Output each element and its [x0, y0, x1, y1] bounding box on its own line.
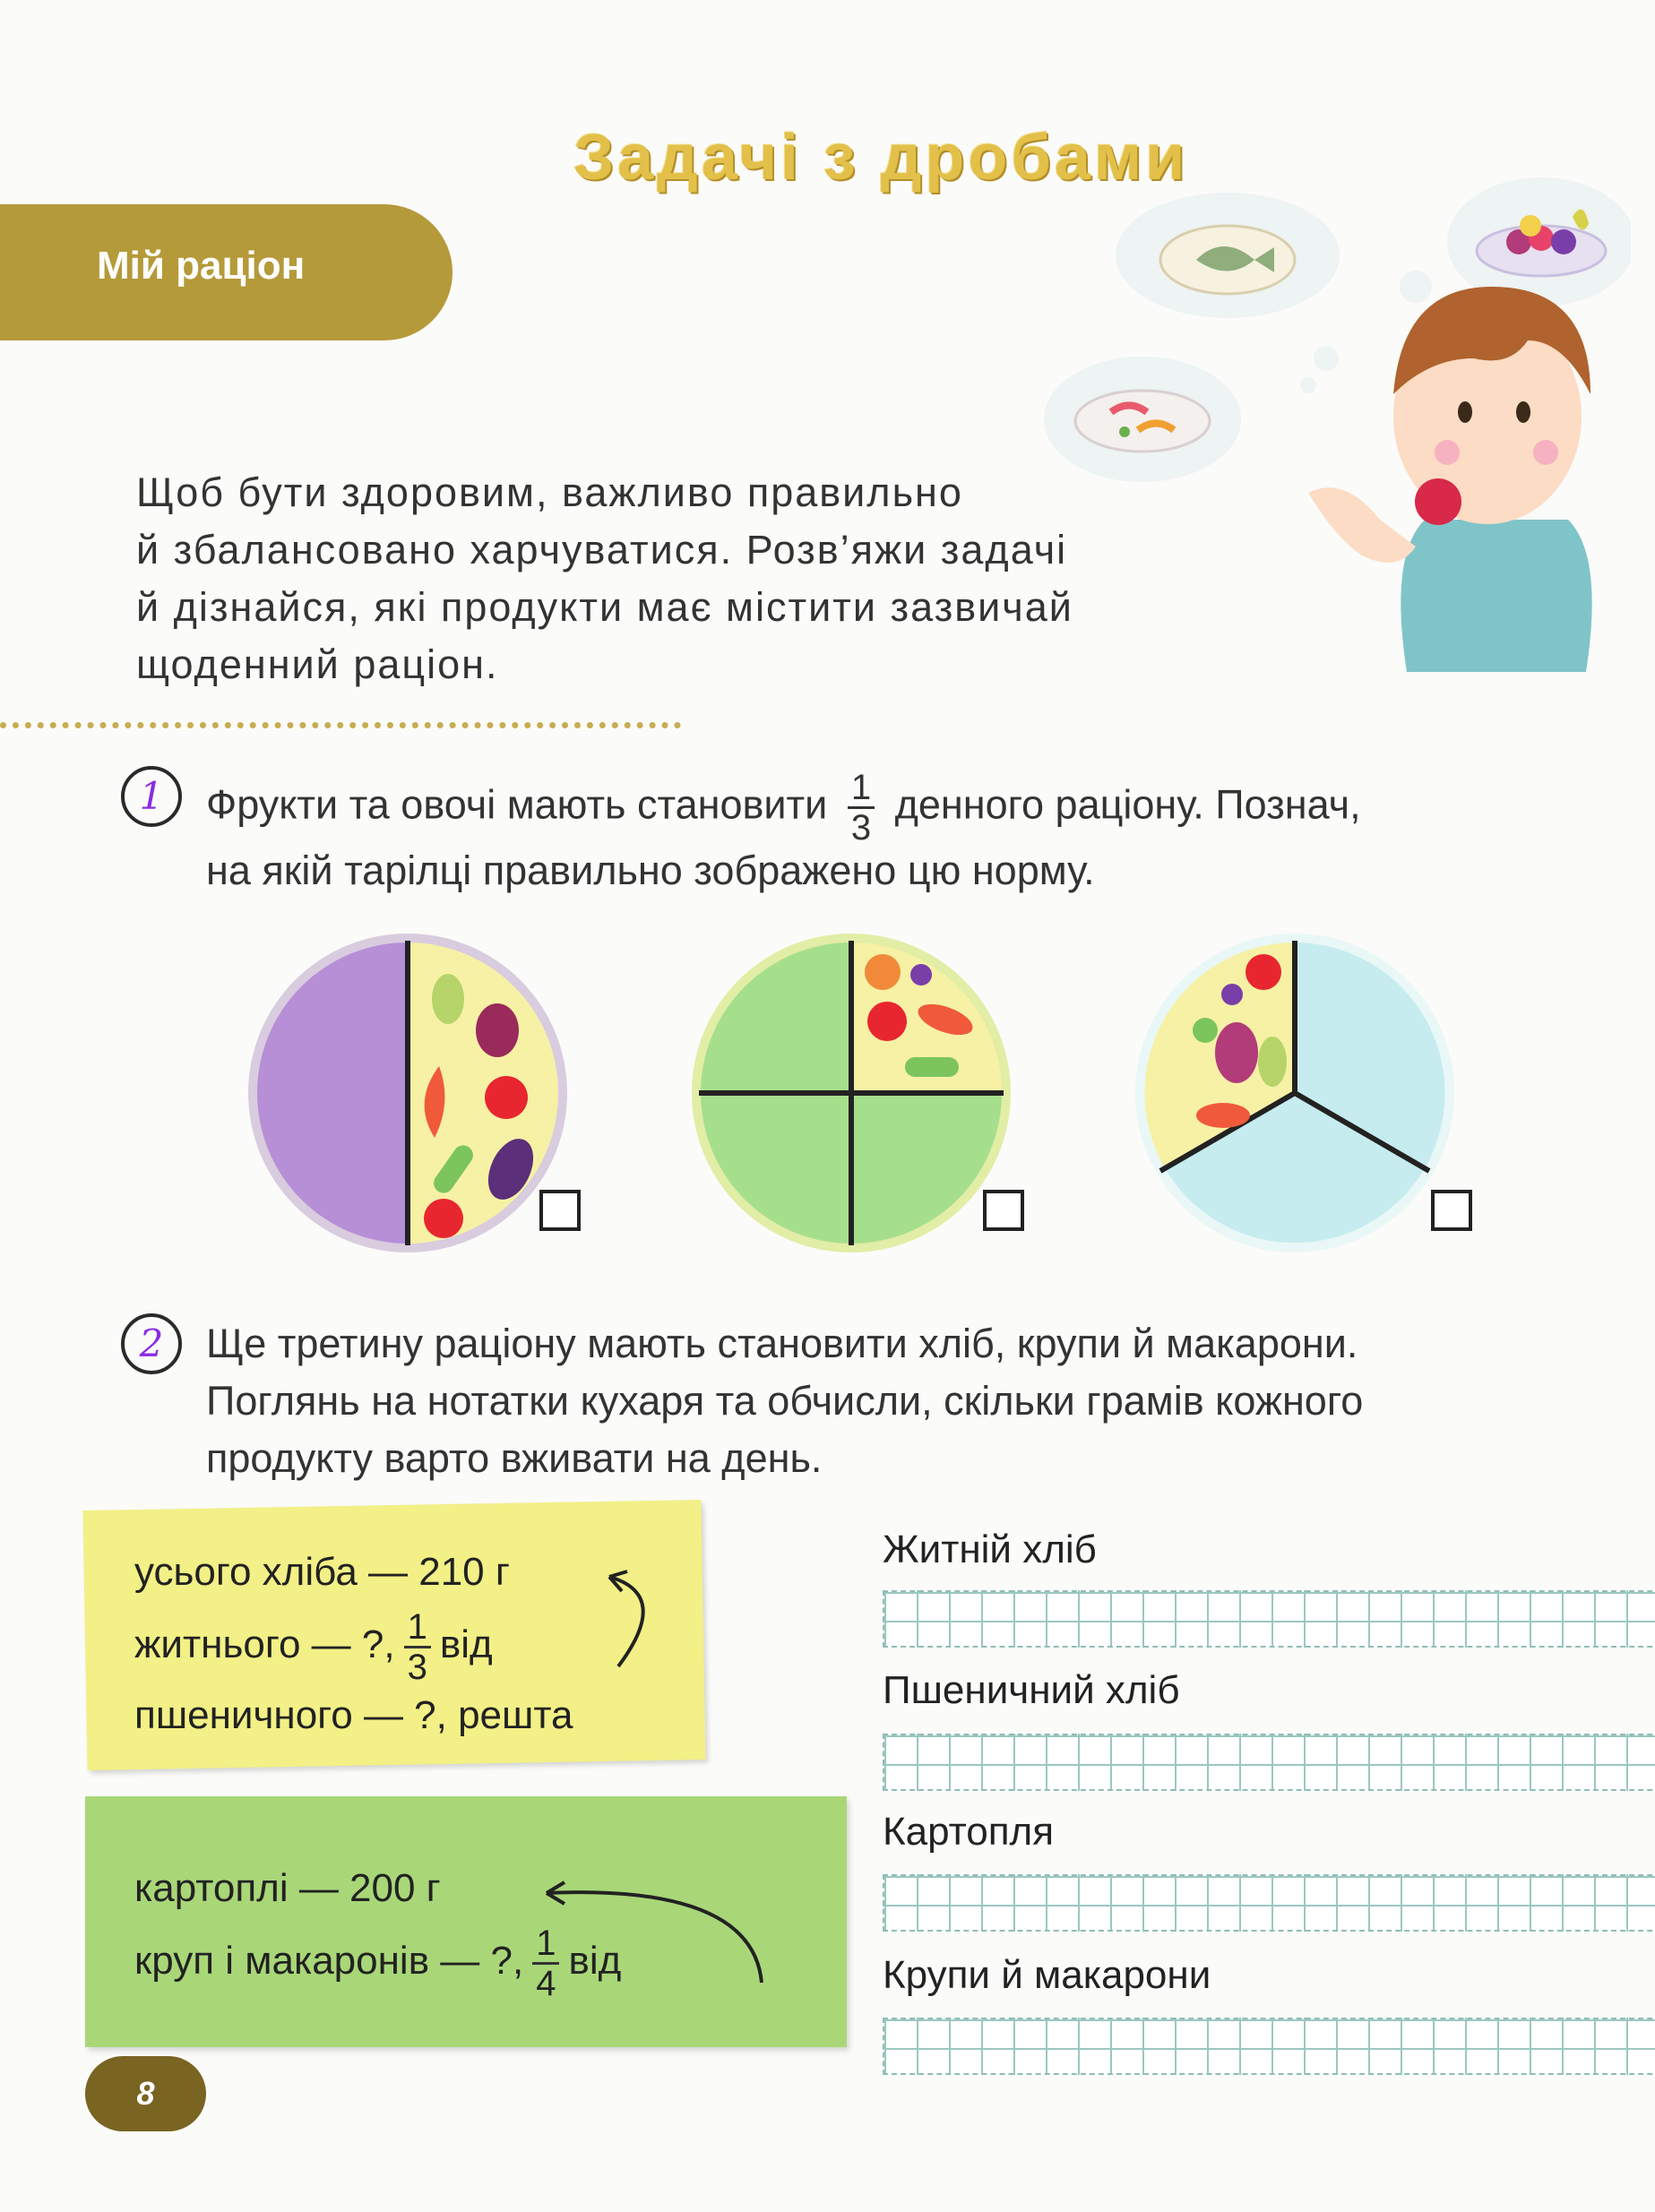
intro-line: Щоб бути здоровим, важливо правильно	[136, 469, 963, 515]
note-grains-cereals: круп і макаронів — ?,	[134, 1939, 524, 1984]
answer-label-wheat: Пшеничний хліб	[883, 1668, 1180, 1712]
answer-label-cereals: Крупи й макарони	[883, 1953, 1211, 1997]
answer-grid-rye[interactable]	[883, 1590, 1655, 1648]
note-bread-line-1: усього хліба — 210 г	[134, 1550, 510, 1594]
fraction-numerator: 1	[532, 1924, 559, 1965]
plate-half	[246, 932, 569, 1254]
task-1-text: Фрукти та овочі мають становити	[206, 781, 828, 828]
fraction-numerator: 1	[848, 769, 875, 809]
intro-line: й дізнайся, які продукти має містити зазвичай	[136, 584, 1073, 630]
plate-third-checkbox[interactable]	[1431, 1190, 1472, 1231]
note-bread-line-3: пшеничного — ?, решта	[134, 1693, 573, 1737]
intro-line: щоденний раціон.	[136, 641, 499, 687]
answer-label-rye: Житній хліб	[883, 1528, 1097, 1571]
page-title: Задачі з дробами	[573, 122, 1189, 194]
task-2-number: 2	[121, 1313, 182, 1374]
fraction-denominator: 4	[536, 1964, 556, 2003]
intro-paragraph	[136, 464, 1140, 693]
task-2-line: Ще третину раціону мають становити хліб, крупи й макарони.	[206, 1321, 1358, 1366]
plate-half-checkbox[interactable]	[539, 1190, 581, 1231]
thought-bubble-salad-icon	[1044, 357, 1241, 482]
task-1-line-1	[206, 769, 1361, 847]
answer-grid-cereals[interactable]	[883, 2018, 1655, 2075]
note-grains-line-1: картоплі — 200 г	[134, 1866, 441, 1910]
answer-label-potatoes: Картопля	[883, 1810, 1055, 1854]
fraction-denominator: 3	[407, 1648, 427, 1687]
section-tab-label: Мій раціон	[97, 244, 306, 288]
intro-line: й збалансовано харчуватися. Розв’яжи задачі	[136, 527, 1068, 572]
boy-icon	[1308, 287, 1592, 672]
note-bread-from: від	[439, 1622, 493, 1667]
task-2-line: продукту варто вживати на день.	[206, 1435, 823, 1481]
note-bread-rye: житнього — ?,	[134, 1622, 395, 1667]
task-1-fraction	[848, 769, 875, 847]
task-2-line: Поглянь на нотатки кухаря та обчисли, скільки грамів кожного	[206, 1378, 1364, 1424]
note-grains-from: від	[568, 1939, 622, 1984]
plate-third	[1134, 932, 1456, 1254]
task-1-line-2: на якій тарілці правильно зображено цю норму.	[206, 848, 1095, 893]
note-bread-fraction	[404, 1608, 431, 1686]
thought-bubble-fruit-icon	[1447, 177, 1631, 306]
fraction-numerator: 1	[404, 1608, 431, 1648]
plate-quarter-checkbox[interactable]	[983, 1190, 1024, 1231]
note-bread-line-2	[134, 1608, 493, 1686]
answer-grid-potatoes[interactable]	[883, 1874, 1655, 1932]
thought-bubble-fish-icon	[1116, 193, 1340, 318]
page-number: 8	[85, 2056, 206, 2131]
task-1-text-after: денного раціону. Познач,	[894, 781, 1361, 828]
task-1-number: 1	[121, 766, 182, 827]
note-bread-arrow-icon	[573, 1559, 672, 1675]
fraction-denominator: 3	[850, 808, 872, 848]
plate-quarter	[690, 932, 1013, 1254]
dotted-divider	[0, 722, 681, 728]
note-grains-arrow-icon	[538, 1868, 780, 1993]
answer-grid-wheat[interactable]	[883, 1734, 1655, 1791]
